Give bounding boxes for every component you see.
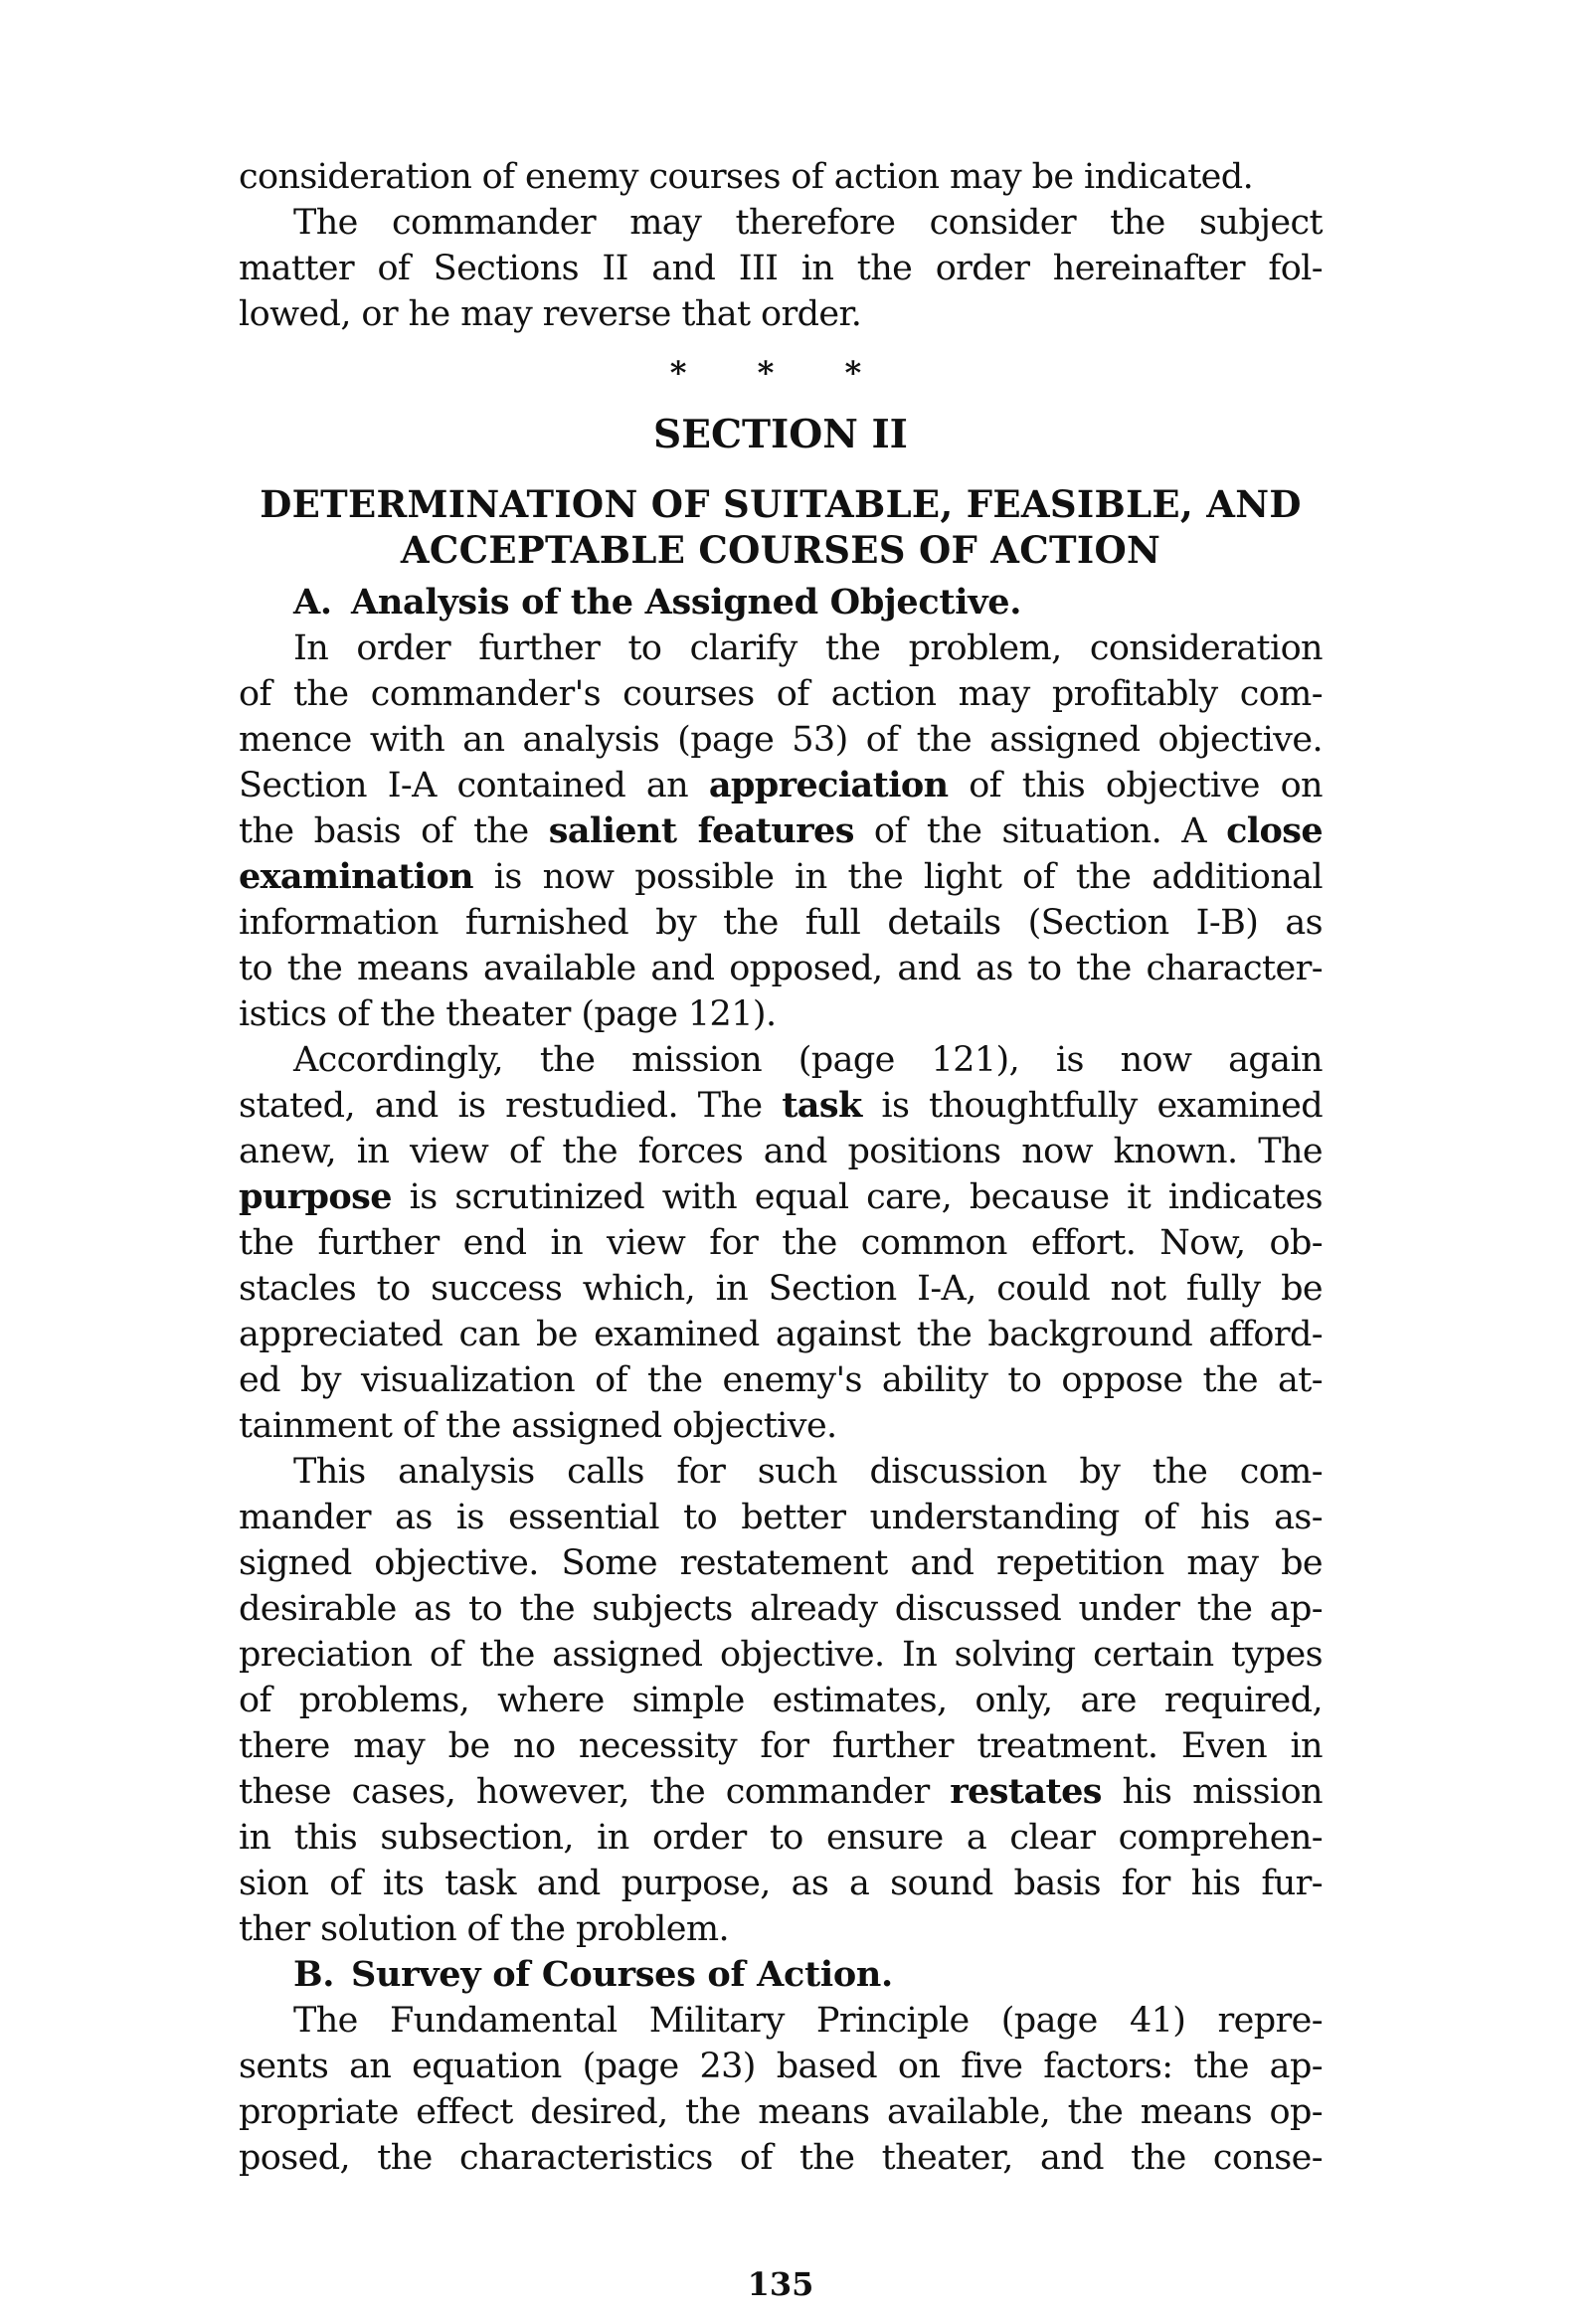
text-line xyxy=(239,808,1323,854)
paragraph xyxy=(239,1037,1323,1449)
text-segment: of the situation. A xyxy=(853,811,1227,851)
text-segment: preciation of the assigned objective. In solving certain types xyxy=(239,1635,1323,1675)
text-line xyxy=(239,1403,1323,1449)
text-line: The commander may therefore consider the subject xyxy=(293,203,1323,243)
subsection-a xyxy=(239,580,1323,2181)
subsection-b-letter: B. xyxy=(293,1954,335,1995)
text-segment: mander as is essential to better understanding of his as- xyxy=(239,1498,1323,1537)
text-segment: ther solution of the problem. xyxy=(239,1909,729,1949)
text-line xyxy=(239,671,1323,717)
text-line: lowed, or he may reverse that order. xyxy=(239,294,862,334)
text-line xyxy=(239,763,1323,808)
section-heading-line-2: ACCEPTABLE COURSES OF ACTION xyxy=(400,528,1161,572)
text-segment: his mission xyxy=(1101,1772,1323,1812)
text-segment: signed objective. Some restatement and repetition may be xyxy=(239,1543,1323,1583)
emphasis-text: task xyxy=(782,1085,862,1126)
text-line xyxy=(239,625,1323,671)
text-segment: of problems, where simple estimates, only, are required, xyxy=(239,1681,1323,1720)
text-line xyxy=(239,1906,1323,1952)
intro-paragraph xyxy=(239,154,1323,337)
text-segment: anew, in view of the forces and positions now known. The xyxy=(239,1132,1323,1171)
text-segment: the basis of the xyxy=(239,811,549,851)
paragraph xyxy=(239,1449,1323,1952)
text-segment: This analysis calls for such discussion by the com- xyxy=(293,1452,1323,1492)
text-segment: is scrutinized with equal care, because it indicates xyxy=(391,1177,1323,1217)
text-line xyxy=(239,991,1323,1037)
text-segment: Accordingly, the mission (page 121), is now again xyxy=(293,1040,1323,1080)
text-segment: posed, the characteristics of the theater, and the conse- xyxy=(239,2138,1323,2178)
text-segment: the further end in view for the common effort. Now, ob- xyxy=(239,1223,1323,1263)
paragraph xyxy=(239,1998,1323,2181)
text-line xyxy=(239,1586,1323,1632)
text-segment: desirable as to the subjects already discussed under the ap- xyxy=(239,1589,1323,1629)
text-segment: Section I-A contained an xyxy=(239,766,709,805)
text-line xyxy=(239,1678,1323,1723)
emphasis-text: salient features xyxy=(548,810,854,851)
text-segment: stated, and is restudied. The xyxy=(239,1086,783,1126)
section-title: SECTION II xyxy=(653,412,908,457)
text-segment: these cases, however, the commander xyxy=(239,1772,951,1812)
text-segment: there may be no necessity for further treatment. Even in xyxy=(239,1726,1323,1766)
text-line xyxy=(239,1174,1323,1220)
text-line xyxy=(239,1540,1323,1586)
text-segment: tainment of the assigned objective. xyxy=(239,1406,837,1446)
section-heading-line-1: DETERMINATION OF SUITABLE, FEASIBLE, AND xyxy=(260,482,1302,526)
text-segment: appreciated can be examined against the background afford- xyxy=(239,1315,1323,1354)
subsection-b-title: Survey of Courses of Action. xyxy=(351,1954,893,1995)
subsection-b-heading xyxy=(239,1952,1323,1998)
text-line xyxy=(239,1495,1323,1540)
subsection-a-letter: A. xyxy=(293,582,332,623)
text-line xyxy=(239,1083,1323,1129)
text-segment: sion of its task and purpose, as a sound basis for his fur- xyxy=(239,1864,1323,1903)
text-segment: of the commander's courses of action may profitably com- xyxy=(239,674,1323,714)
text-segment: to the means available and opposed, and as to the character- xyxy=(239,949,1323,988)
text-segment: istics of the theater (page 121). xyxy=(239,994,777,1034)
text-line xyxy=(239,1129,1323,1174)
text-line xyxy=(239,1723,1323,1769)
text-line xyxy=(239,1998,1323,2044)
emphasis-text: close xyxy=(1226,810,1323,851)
page-number: 135 xyxy=(747,2265,814,2303)
subsection-a-body xyxy=(239,625,1323,1952)
text-segment: is thoughtfully examined xyxy=(861,1086,1324,1126)
subsection-b-body xyxy=(239,1998,1323,2181)
text-segment: information furnished by the full details (Section I-B) as xyxy=(239,903,1323,943)
section-separator: * * * xyxy=(669,354,892,392)
text-line xyxy=(239,1312,1323,1357)
text-segment: mence with an analysis (page 53) of the assigned objective. xyxy=(239,720,1323,760)
text-line: consideration of enemy courses of action may be indicated. xyxy=(239,157,1254,197)
text-line xyxy=(239,1861,1323,1906)
text-segment: stacles to success which, in Section I-A, could not fully be xyxy=(239,1269,1323,1309)
text-segment: in this subsection, in order to ensure a clear comprehen- xyxy=(239,1818,1323,1858)
text-segment: of this objective on xyxy=(948,766,1323,805)
text-line: matter of Sections II and III in the order hereinafter fol- xyxy=(239,249,1323,288)
text-line xyxy=(239,1037,1323,1083)
text-segment: In order further to clarify the problem, consideration xyxy=(293,628,1323,668)
text-segment: is now possible in the light of the additional xyxy=(472,857,1323,897)
text-line xyxy=(239,2089,1323,2135)
text-line xyxy=(239,1357,1323,1403)
text-segment: propriate effect desired, the means available, the means op- xyxy=(239,2092,1323,2132)
text-segment: The Fundamental Military Principle (page 41) repre- xyxy=(293,2001,1323,2041)
text-segment: ed by visualization of the enemy's ability to oppose the at- xyxy=(239,1360,1323,1400)
text-line xyxy=(239,1815,1323,1861)
subsection-a-heading xyxy=(239,580,1323,625)
text-line xyxy=(239,1266,1323,1312)
text-line xyxy=(239,717,1323,763)
text-line xyxy=(239,900,1323,946)
emphasis-text: purpose xyxy=(239,1176,392,1217)
emphasis-text: restates xyxy=(950,1771,1102,1812)
text-line xyxy=(239,946,1323,991)
text-line xyxy=(239,1449,1323,1495)
text-line xyxy=(239,2044,1323,2089)
subsection-a-title: Analysis of the Assigned Objective. xyxy=(351,582,1022,623)
text-line xyxy=(239,1632,1323,1678)
paragraph xyxy=(239,625,1323,1037)
emphasis-text: examination xyxy=(239,856,473,897)
emphasis-text: appreciation xyxy=(708,765,949,805)
text-line xyxy=(239,2135,1323,2181)
text-line xyxy=(239,854,1323,900)
text-line xyxy=(239,1769,1323,1815)
text-segment: sents an equation (page 23) based on five factors: the ap- xyxy=(239,2047,1323,2086)
text-line xyxy=(239,1220,1323,1266)
